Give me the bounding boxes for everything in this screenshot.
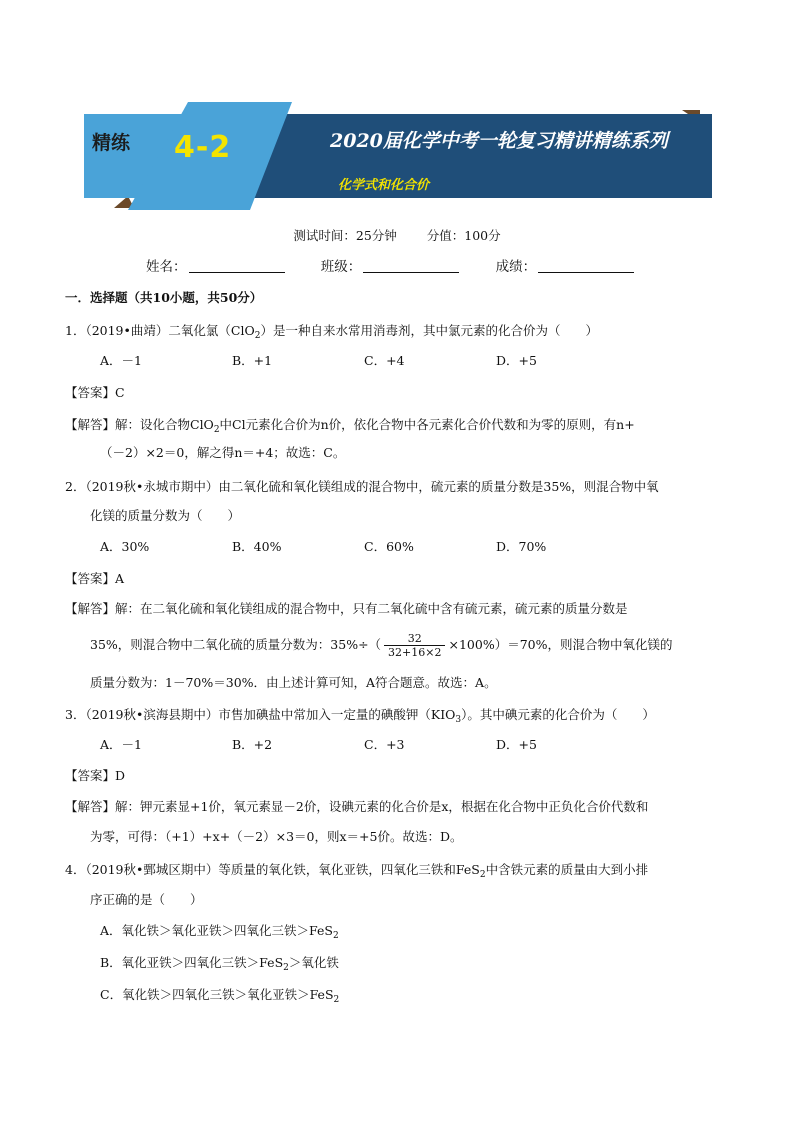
q2-solution-line-3: 质量分数为：1－70%＝30%．由上述计算可知，A符合题意。故选：A。 (90, 675, 497, 690)
q3-option-d[interactable]: D．+5 (496, 737, 537, 752)
q2-option-b[interactable]: B．40% (232, 539, 282, 554)
test-time: 测试时间：25分钟 (293, 228, 397, 243)
student-fields (146, 258, 648, 276)
q1-option-c[interactable]: C．+4 (364, 353, 405, 368)
q3-answer: 【答案】D (65, 768, 126, 783)
banner-tag: 精练 (92, 132, 131, 154)
mass-fraction: $\frac{32}{32+16\times 2}$ (384, 632, 445, 659)
test-info (0, 227, 794, 245)
q3-option-c[interactable]: C．+3 (364, 737, 405, 752)
q3-solution-line-1: 【解答】解：钾元素显+1价，氧元素显－2价，设碘元素的化合价是x，根据在化合物中正负化合价代数和 (65, 799, 649, 814)
grade-field[interactable]: 成绩： (496, 258, 635, 276)
question-1-stem: 1．（2019•曲靖）二氧化氯（ClO$_2$）是一种自来水常用消毒剂，其中氯元素的化合价为（ ） (65, 323, 598, 341)
question-4-stem-line-2: 序正确的是（ ） (90, 892, 203, 907)
q3-option-a[interactable]: A．－1 (100, 737, 142, 752)
banner-number: 4-2 (174, 130, 232, 165)
q4-option-a[interactable]: A．氧化铁＞氧化亚铁＞四氧化三铁＞FeS$_2$ (100, 923, 339, 941)
question-3-stem: 3．（2019秋•滨海县期中）市售加碘盐中常加入一定量的碘酸钾$(KIO_3)$。其中碘元素的化合价为（ ） (65, 707, 655, 725)
banner-subtitle: 化学式和化合价 (338, 178, 430, 193)
q2-solution-line-1: 【解答】解：在二氧化硫和氧化镁组成的混合物中，只有二氧化硫中含有硫元素，硫元素的质量分数是 (65, 601, 628, 616)
q4-option-c[interactable]: C．氧化铁＞四氧化三铁＞氧化亚铁＞FeS$_2$ (100, 987, 340, 1005)
question-2-stem-line-1: 2．（2019秋•永城市期中）由二氧化硫和氧化镁组成的混合物中，硫元素的质量分数是35%，则混合物中氧 (65, 479, 659, 494)
q3-solution-line-2: 为零，可得：（+1）+x+（－2）×3＝0，则x＝+5价。故选：D。 (90, 829, 463, 844)
q2-answer: 【答案】A (65, 571, 125, 586)
q2-option-d[interactable]: D．70% (496, 539, 547, 554)
header-banner (84, 102, 712, 212)
question-4-stem-line-1: 4．（2019秋•鄄城区期中）等质量的氧化铁，氧化亚铁，四氧化三铁和FeS$_2$中含铁元素的质量由大到小排 (65, 862, 649, 880)
section-title: 一．选择题（共10小题，共50分） (65, 290, 263, 305)
q1-option-d[interactable]: D．+5 (496, 353, 537, 368)
q1-solution-line-2: （－2）×2＝0，解之得n＝+4；故选：C。 (100, 445, 346, 460)
q2-option-a[interactable]: A．30% (100, 539, 150, 554)
class-field[interactable]: 班级： (321, 258, 460, 276)
name-field[interactable]: 姓名： (146, 258, 285, 276)
q4-option-b[interactable]: B．氧化亚铁＞四氧化三铁＞FeS$_2$＞氧化铁 (100, 955, 339, 973)
q2-solution-line-2: 35%，则混合物中二氧化硫的质量分数为：35%÷（ $\frac{32}{32+16\times 2}$ ×100%）＝70%，则混合物中氧化镁的 (90, 632, 673, 659)
banner-title: 2020届化学中考一轮复习精讲精练系列 (330, 130, 668, 152)
q1-option-a[interactable]: A．－1 (100, 353, 142, 368)
q1-answer: 【答案】C (65, 385, 125, 400)
q1-option-b[interactable]: B．+1 (232, 353, 273, 368)
q2-option-c[interactable]: C．60% (364, 539, 414, 554)
score-total: 分值：100分 (426, 228, 501, 243)
q3-option-b[interactable]: B．+2 (232, 737, 273, 752)
q1-solution-line-1: 【解答】解：设化合物ClO$_2$中Cl元素化合价为n价，依化合物中各元素化合价代数和为零的原则，有n+ (65, 417, 635, 435)
question-2-stem-line-2: 化镁的质量分数为（ ） (90, 508, 241, 523)
